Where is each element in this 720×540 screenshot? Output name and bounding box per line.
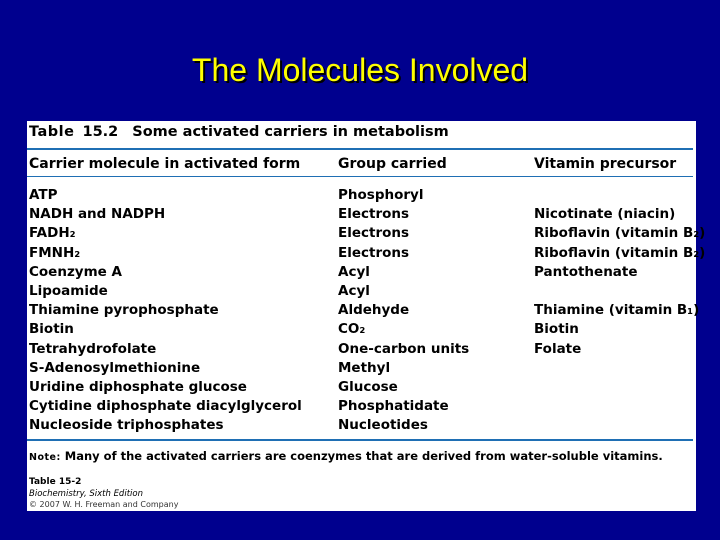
table-label: Table bbox=[29, 124, 75, 140]
cell-group: Electrons bbox=[338, 206, 410, 223]
table-heading bbox=[29, 124, 449, 140]
credit-table-number: Table 15-2 bbox=[29, 477, 82, 487]
cell-group: Aldehyde bbox=[338, 302, 410, 319]
column-header-vitamin: Vitamin precursor bbox=[534, 156, 677, 172]
table-row bbox=[27, 379, 693, 398]
table-row bbox=[27, 321, 693, 340]
cell-vitamin: Riboflavin (vitamin B₂) bbox=[534, 244, 706, 261]
cell-carrier: Tetrahydrofolate bbox=[29, 340, 157, 357]
cell-carrier: ATP bbox=[29, 187, 58, 203]
cell-vitamin: Biotin bbox=[534, 321, 579, 338]
table-row bbox=[27, 206, 693, 225]
table-row bbox=[27, 398, 693, 417]
cell-carrier: Coenzyme A bbox=[29, 263, 122, 280]
cell-group: Electrons bbox=[338, 244, 410, 261]
cell-group: Electrons bbox=[338, 225, 410, 242]
table-number: 15.2 bbox=[82, 124, 119, 140]
table-row bbox=[27, 341, 693, 360]
cell-vitamin: Nicotinate (niacin) bbox=[534, 206, 676, 223]
table-row bbox=[27, 187, 693, 206]
cell-carrier: S-Adenosylmethionine bbox=[29, 359, 201, 376]
cell-group: Acyl bbox=[338, 282, 370, 299]
table-body bbox=[27, 187, 706, 436]
cell-group: CO₂ bbox=[338, 321, 366, 338]
cell-group: Acyl bbox=[338, 263, 370, 280]
cell-carrier: Uridine diphosphate glucose bbox=[29, 378, 247, 395]
table-note bbox=[29, 449, 663, 463]
cell-carrier: Lipoamide bbox=[29, 282, 108, 299]
column-header-group: Group carried bbox=[338, 156, 447, 172]
top-rule bbox=[27, 148, 693, 150]
cell-group: Phosphoryl bbox=[338, 187, 424, 203]
cell-carrier: Biotin bbox=[29, 321, 74, 338]
note-label: Note: bbox=[29, 452, 61, 463]
cell-carrier: Cytidine diphosphate diacylglycerol bbox=[29, 398, 302, 415]
cell-carrier: NADH and NADPH bbox=[29, 206, 166, 223]
table-row bbox=[27, 225, 706, 244]
cell-group: Glucose bbox=[338, 378, 398, 395]
table-row bbox=[27, 360, 693, 379]
table-row bbox=[27, 283, 693, 302]
table-row bbox=[27, 244, 706, 264]
table-panel bbox=[27, 121, 706, 511]
cell-vitamin: Pantothenate bbox=[534, 263, 638, 280]
cell-carrier: Nucleoside triphosphates bbox=[29, 417, 224, 434]
cell-carrier: Thiamine pyrophosphate bbox=[29, 302, 219, 319]
table-row bbox=[27, 302, 700, 321]
cell-carrier: FMNH₂ bbox=[29, 244, 81, 261]
credit-book-title: Biochemistry, Sixth Edition bbox=[29, 489, 143, 499]
table-row bbox=[27, 417, 693, 436]
slide-title: The Molecules Involved bbox=[191, 52, 529, 88]
table-row bbox=[27, 264, 693, 283]
cell-group: One-carbon units bbox=[338, 340, 470, 357]
cell-group: Nucleotides bbox=[338, 417, 428, 434]
header-rule bbox=[27, 176, 693, 177]
cell-group: Methyl bbox=[338, 359, 391, 376]
cell-carrier: FADH₂ bbox=[29, 225, 76, 242]
column-header-carrier: Carrier molecule in activated form bbox=[29, 156, 301, 172]
cell-group: Phosphatidate bbox=[338, 398, 449, 415]
credit-copyright: © 2007 W. H. Freeman and Company bbox=[29, 500, 179, 509]
cell-vitamin: Thiamine (vitamin B₁) bbox=[534, 302, 700, 319]
bottom-rule bbox=[27, 439, 693, 441]
cell-vitamin: Riboflavin (vitamin B₂) bbox=[534, 225, 706, 242]
cell-vitamin: Folate bbox=[534, 340, 582, 357]
table-caption: Some activated carriers in metabolism bbox=[132, 124, 449, 140]
note-text: Many of the activated carriers are coenzymes that are derived from water-soluble vitamins. bbox=[64, 449, 663, 463]
